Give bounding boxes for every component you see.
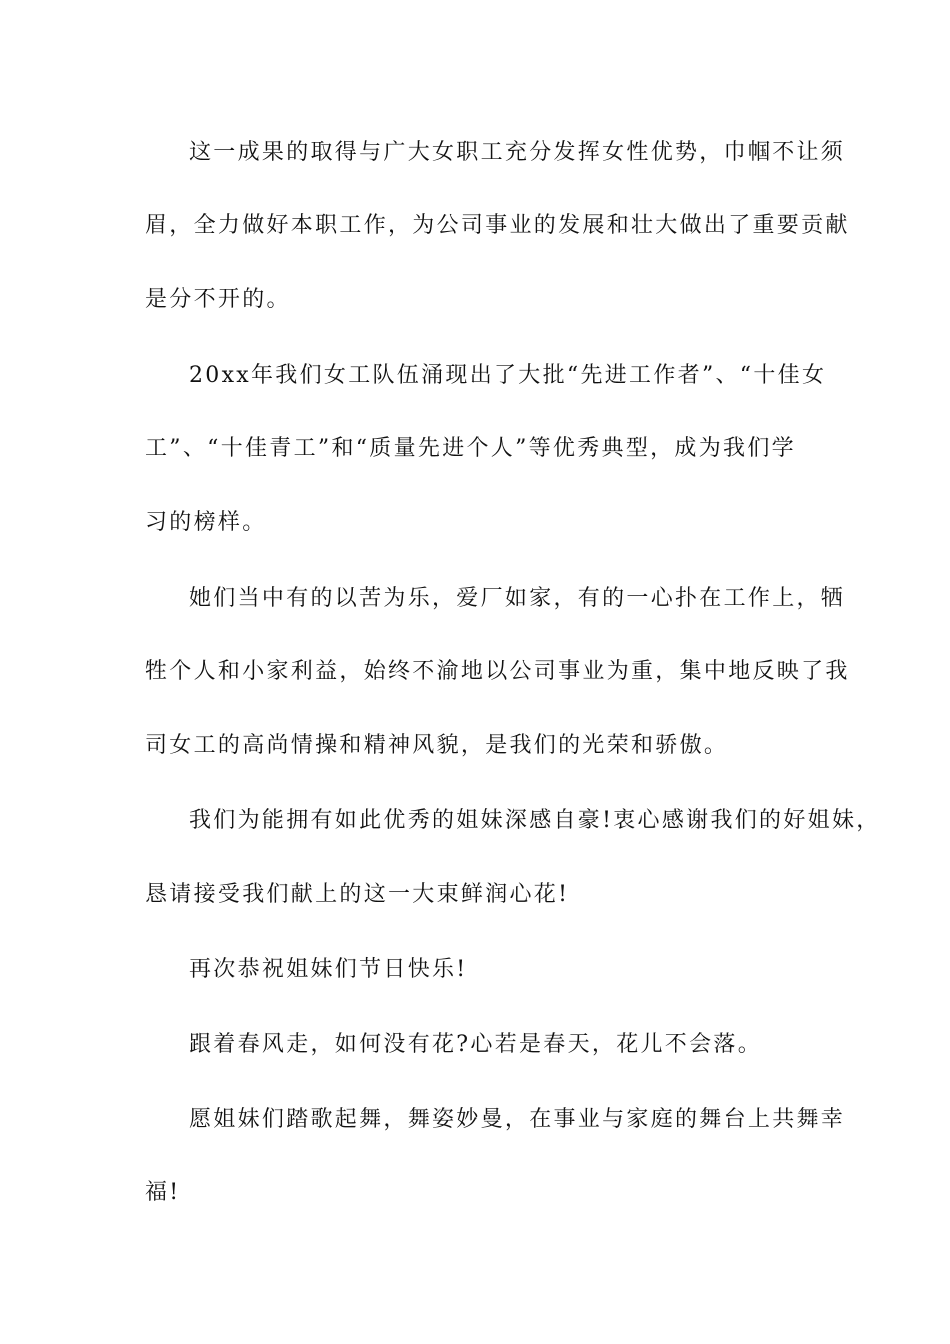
paragraph-3-line-1: 她们当中有的以苦为乐，爱厂如家，有的一心扑在工作上，牺	[189, 586, 846, 611]
paragraph-3-line-2: 牲个人和小家利益，始终不渝地以公司事业为重，集中地反映了我	[145, 659, 850, 684]
paragraph-3-line-3: 司女工的高尚情操和精神风貌，是我们的光荣和骄傲。	[145, 733, 729, 758]
paragraph-1-line-3: 是分不开的。	[145, 287, 291, 312]
paragraph-2-line-3: 习的榜样。	[145, 510, 267, 535]
paragraph-1-line-1: 这一成果的取得与广大女职工充分发挥女性优势，巾帼不让须	[189, 140, 846, 165]
paragraph-7-line-2: 福!	[145, 1180, 181, 1205]
paragraph-7-line-1: 愿姐妹们踏歌起舞，舞姿妙曼，在事业与家庭的舞台上共舞幸	[189, 1107, 846, 1132]
paragraph-1-line-2: 眉，全力做好本职工作，为公司事业的发展和壮大做出了重要贡献	[145, 213, 850, 238]
paragraph-6-line-1: 跟着春风走，如何没有花?心若是春天，花儿不会落。	[189, 1032, 762, 1057]
paragraph-2-line-2: 工”、“十佳青工”和“质量先进个人”等优秀典型，成为我们学	[145, 436, 796, 461]
paragraph-5-line-1: 再次恭祝姐妹们节日快乐!	[189, 957, 468, 982]
paragraph-4-line-1: 我们为能拥有如此优秀的姐妹深感自豪!衷心感谢我们的好姐妹，	[189, 808, 881, 833]
paragraph-4-line-2: 恳请接受我们献上的这一大束鲜润心花!	[145, 882, 570, 907]
paragraph-2-line-1: 20xx年我们女工队伍涌现出了大批“先进工作者”、“十佳女	[189, 363, 827, 388]
